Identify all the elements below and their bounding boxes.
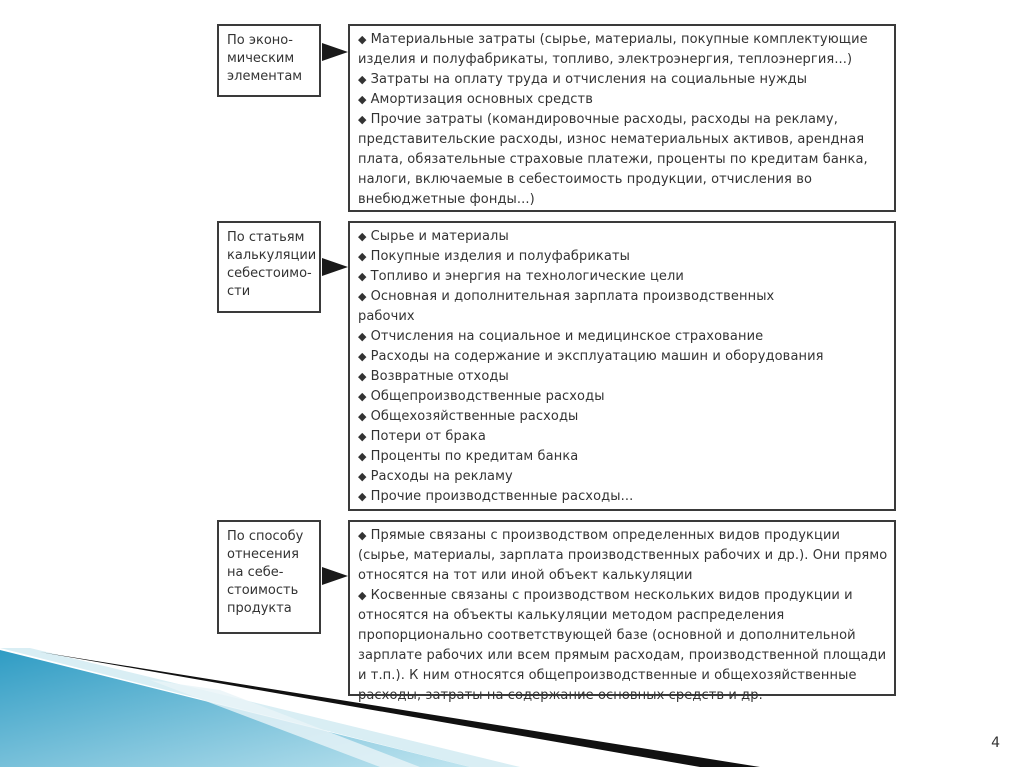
bullet-icon: ◆: [358, 113, 367, 126]
bullet-icon: ◆: [358, 390, 367, 403]
bullet-icon: ◆: [358, 73, 367, 86]
arrow-icon: [322, 258, 348, 276]
list-item: ◆ Расходы на рекламу: [358, 469, 513, 484]
list-item: ◆ Прочие затраты (командировочные расходы, расходы на рекламу, представительские расходы, износ нематериальных активов, арендная плата, обязательные страховые платежи, проценты по кредитам банка, налоги, включаемые в себестоимость продукции, отчисления во внебюджетные фонды...): [358, 112, 868, 207]
group-3-label: По способу отнесения на себе- стоимость продукта: [227, 529, 304, 616]
bullet-icon: ◆: [358, 93, 367, 106]
group-3-label-box: [217, 520, 321, 634]
list-item: ◆ Возвратные отходы: [358, 369, 509, 384]
bullet-icon: ◆: [358, 450, 367, 463]
bullet-icon: ◆: [358, 270, 367, 283]
list-item: ◆ Топливо и энергия на технологические цели: [358, 269, 684, 284]
list-item: ◆ Общехозяйственные расходы: [358, 409, 579, 424]
bullet-icon: ◆: [358, 410, 367, 423]
bullet-icon: ◆: [358, 230, 367, 243]
list-item: ◆ Сырье и материалы: [358, 229, 509, 244]
list-item: ◆ Покупные изделия и полуфабрикаты: [358, 249, 630, 264]
bullet-icon: ◆: [358, 370, 367, 383]
bullet-icon: ◆: [358, 290, 367, 303]
bullet-icon: ◆: [358, 490, 367, 503]
list-item: ◆ Затраты на оплату труда и отчисления на социальные нужды: [358, 72, 808, 87]
list-item: ◆ Основная и дополнительная зарплата производственных рабочих: [358, 289, 775, 324]
list-item: ◆ Прямые связаны с производством определенных видов продукции (сырье, материалы, зарплата производственных рабочих и др.). Они прямо относятся на тот или иной объект калькуляции: [358, 528, 888, 583]
group-1-label: По эконо- мическим элементам: [227, 33, 303, 84]
bullet-icon: ◆: [358, 350, 367, 363]
group-1-items-box: [348, 24, 896, 212]
list-item: ◆ Косвенные связаны с производством нескольких видов продукции и относятся на объекты калькуляции методом распределения пропорционально соответствующей базе (основной и дополнительной зарплате рабочих или всем прямым расходам, производственной площади и т.п.). К ним относятся общепроизводственные и общехозяйственные расходы, затраты на содержание основных средств и др.: [358, 588, 887, 703]
bullet-icon: ◆: [358, 529, 367, 542]
arrow-icon: [322, 43, 348, 61]
group-1-label-box: [217, 24, 321, 97]
list-item: ◆ Отчисления на социальное и медицинское страхование: [358, 329, 764, 344]
bullet-icon: ◆: [358, 470, 367, 483]
bullet-icon: ◆: [358, 33, 367, 46]
page-number: 4: [991, 735, 1000, 751]
group-2-label: По статьям калькуляции себестоимо- сти: [227, 230, 317, 299]
bullet-icon: ◆: [358, 589, 367, 602]
group-2-items-box: [348, 221, 896, 511]
group-2-label-box: [217, 221, 321, 313]
list-item: ◆ Материальные затраты (сырье, материалы, покупные комплектующие изделия и полуфабрикаты, топливо, электроэнергия, теплоэнергия...): [358, 32, 868, 67]
bullet-icon: ◆: [358, 430, 367, 443]
group-3-items-box: [348, 520, 896, 703]
bullet-icon: ◆: [358, 250, 367, 263]
list-item: ◆ Амортизация основных средств: [358, 92, 593, 107]
list-item: ◆ Общепроизводственные расходы: [358, 389, 605, 404]
bullet-icon: ◆: [358, 330, 367, 343]
list-item: ◆ Прочие производственные расходы...: [358, 489, 634, 504]
arrow-icon: [322, 567, 348, 585]
list-item: ◆ Проценты по кредитам банка: [358, 449, 579, 464]
list-item: ◆ Расходы на содержание и эксплуатацию машин и оборудования: [358, 349, 824, 364]
list-item: ◆ Потери от брака: [358, 429, 486, 444]
